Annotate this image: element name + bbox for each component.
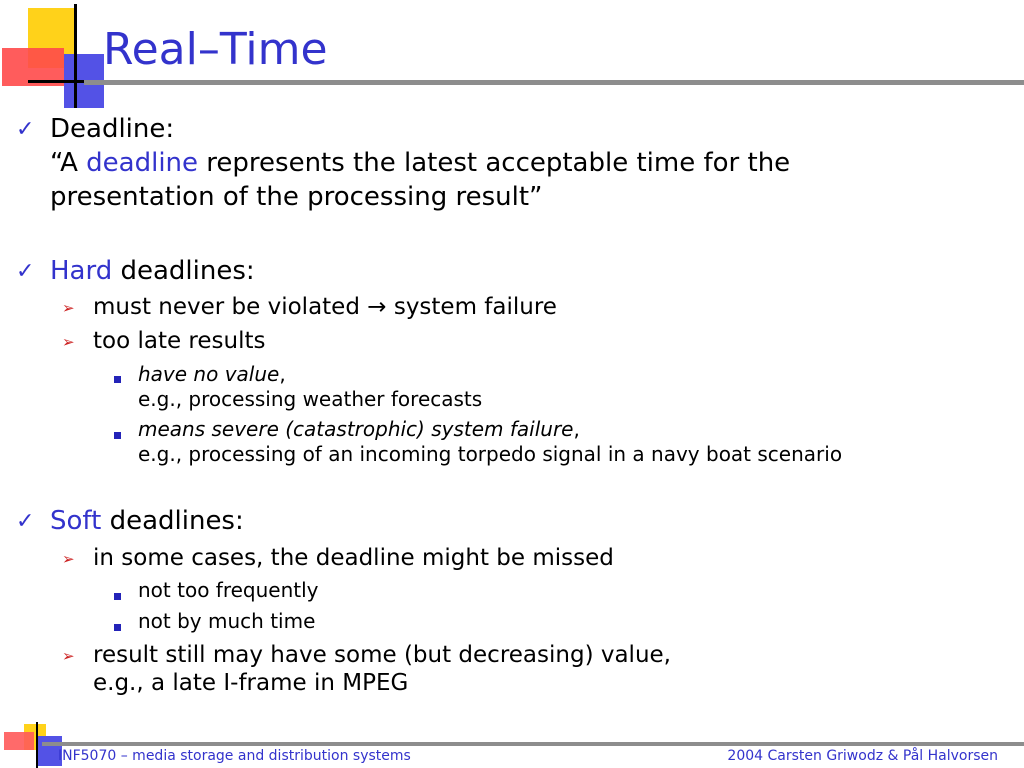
hard-sub-2-comma: , xyxy=(573,417,580,441)
arrowhead-icon: ➢ xyxy=(62,647,75,665)
footer-rule xyxy=(42,742,1024,746)
quote-open: “A xyxy=(50,148,87,178)
hard-sub-1 xyxy=(138,361,286,387)
soft-item-2: result still may have some (but decreasing) value, xyxy=(93,642,671,668)
square-bullet-icon xyxy=(114,376,121,383)
hard-deadlines-heading xyxy=(50,254,255,288)
arrowhead-icon: ➢ xyxy=(62,333,75,351)
hard-item-1: must never be violated → system failure xyxy=(93,294,557,320)
quote-term-deadline: deadline xyxy=(86,148,199,178)
checkmark-icon: ✓ xyxy=(16,509,35,534)
hard-sub-1-example: e.g., processing weather forecasts xyxy=(138,387,483,411)
checkmark-icon: ✓ xyxy=(16,117,35,142)
footer-logo-red-square xyxy=(4,732,34,750)
checkmark-icon: ✓ xyxy=(16,259,35,284)
hard-sub-2-example: e.g., processing of an incoming torpedo signal in a navy boat scenario xyxy=(138,442,843,466)
soft-keyword: Soft xyxy=(50,506,102,536)
soft-item-2-example: e.g., a late I-frame in MPEG xyxy=(93,670,409,696)
hard-keyword: Hard xyxy=(50,256,113,286)
deadline-quote-line2: presentation of the processing result” xyxy=(50,182,543,212)
quote-rest: represents the latest acceptable time for the xyxy=(198,148,791,178)
square-bullet-icon xyxy=(114,624,121,631)
footer-logo-vertical-line xyxy=(36,722,38,768)
soft-item-1: in some cases, the deadline might be missed xyxy=(93,545,614,571)
hard-heading-rest: deadlines: xyxy=(112,256,255,286)
deadline-quote-line1 xyxy=(50,146,790,180)
arrowhead-icon: ➢ xyxy=(62,550,75,568)
square-bullet-icon xyxy=(114,432,121,439)
hard-sub-1-comma: , xyxy=(279,362,286,386)
hard-item-2: too late results xyxy=(93,328,266,354)
soft-deadlines-heading xyxy=(50,504,244,538)
hard-sub-1-italic: have no value xyxy=(138,362,280,386)
soft-heading-rest: deadlines: xyxy=(101,506,244,536)
square-bullet-icon xyxy=(114,593,121,600)
hard-sub-2-italic: means severe (catastrophic) system failure xyxy=(138,417,574,441)
deadline-heading: Deadline: xyxy=(50,114,175,144)
footer-authors: 2004 Carsten Griwodz & Pål Halvorsen xyxy=(727,748,998,764)
footer-course-title: INF5070 – media storage and distribution systems xyxy=(58,748,411,764)
hard-sub-2 xyxy=(138,416,580,442)
slide-title: Real–Time xyxy=(103,24,328,75)
soft-sub-2: not by much time xyxy=(138,609,316,633)
soft-sub-1: not too frequently xyxy=(138,578,319,602)
arrowhead-icon: ➢ xyxy=(62,299,75,317)
